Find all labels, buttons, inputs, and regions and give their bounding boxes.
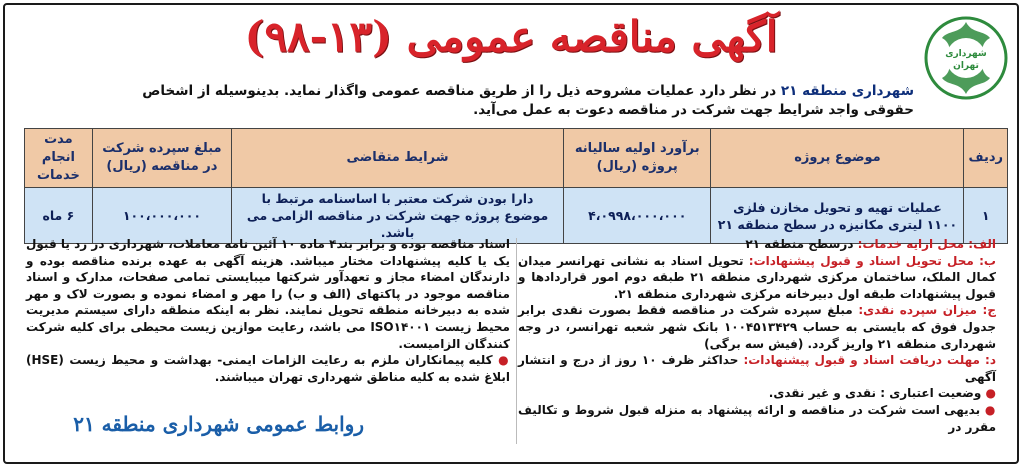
intro-text: در نظر دارد عملیات مشروحه ذیل را از طریق مناقصه عمومی واگذار نماید. بدینوسیله از اشخاص حقوقی واجد شرایط جهت شرکت در مناقصه دعوت به عمل می‌آید. bbox=[142, 83, 914, 118]
tender-table bbox=[24, 128, 1008, 244]
detail-e bbox=[518, 385, 996, 402]
column-divider bbox=[516, 238, 517, 444]
detail-a-text: درسطح منطقه ۲۱ bbox=[745, 237, 858, 251]
note-p1: اسناد مناقصه بوده و برابر بند۴ ماده ۱۰ آئین نامه معاملات، شهرداری در رد یا قبول یک یا کلیه پیشنهادات مختار میباشد. هزینه آگهی به عهده برنده مناقصه بوده و دارندگان امضاء مجاز و تعهدآور شرکتها میبایستی تمامی صفحات، مدارک و اسناد مناقصه موجود در پاکتهای (الف و ب) را مهر و امضاء نموده و بصورت لاک و مهر شده به دبیرخانه منطقه تحویل نمایند. نظر به اینکه منطقه دارای سیستم مدیریت محیط زیست ISO۱۴۰۰۱ می باشد، رعایت موازین زیست محیطی برای کلیه شرکت کنندگان الزامیست. bbox=[26, 237, 510, 351]
details-column bbox=[518, 236, 996, 435]
detail-d-label: د: مهلت دریافت اسناد و قبول پیشنهادات: bbox=[743, 353, 996, 368]
th-subject: موضوع پروژه bbox=[711, 129, 964, 188]
bullet-icon: ● bbox=[980, 402, 996, 417]
detail-b-label: ب: محل تحویل اسناد و قبول پیشنهادات: bbox=[748, 253, 996, 268]
bullet-icon: ● bbox=[981, 386, 996, 401]
td-conditions: دارا بودن شرکت معتبر با اساسنامه مرتبط با موضوع پروژه جهت شرکت در مناقصه الزامی می باشد. bbox=[232, 188, 564, 244]
footer-signature: روابط عمومی شهرداری منطقه ۲۱ bbox=[73, 412, 364, 436]
detail-b bbox=[518, 253, 996, 303]
th-deposit: مبلغ سپرده شرکت در مناقصه (ریال) bbox=[92, 129, 231, 188]
ad-title-text: آگهی مناقصه عمومی (۱۳-۹۸) bbox=[244, 12, 778, 61]
detail-d bbox=[518, 352, 996, 385]
bullet-icon: ● bbox=[492, 353, 510, 368]
th-row: ردیف bbox=[964, 129, 1008, 188]
td-duration: ۶ ماه bbox=[25, 188, 93, 244]
detail-f bbox=[518, 402, 996, 435]
detail-a-label: الف: محل ارایه خدمات: bbox=[857, 237, 996, 251]
note-p2 bbox=[26, 352, 510, 385]
svg-text:شهرداری: شهرداری bbox=[945, 49, 987, 59]
th-conditions: شرایط متقاضی bbox=[232, 129, 564, 188]
ad-title bbox=[0, 12, 1022, 76]
td-estimate: ۴،۰۹۹۸،۰۰۰،۰۰۰ bbox=[564, 188, 711, 244]
intro-org: شهرداری منطقه ۲۱ bbox=[780, 83, 914, 99]
svg-text:تهران: تهران bbox=[953, 61, 979, 71]
notes-column bbox=[26, 236, 510, 385]
th-estimate: برآورد اولیه سالیانه پروژه (ریال) bbox=[564, 129, 711, 188]
detail-d-text: حداکثر ظرف ۱۰ روز از درج و انتشار آگهی bbox=[518, 353, 996, 384]
detail-e-label: وضعیت اعتباری : bbox=[880, 386, 982, 401]
table-header-row bbox=[25, 129, 1008, 188]
detail-c bbox=[518, 302, 996, 352]
detail-c-label: ج: میزان سپرده نقدی: bbox=[858, 303, 996, 318]
detail-f-text: بدیهی است شرکت در مناقصه و ارائه پیشنهاد به منزله قبول شروط و تکالیف مقرر در bbox=[518, 402, 996, 434]
detail-c-text: مبلغ سپرده شرکت در مناقصه فقط بصورت نقدی برابر جدول فوق که بایستی به حساب ۱۰۰۴۵۱۳۴۲۹ بانک شهر شعبه تهرانسر، در وجه شهرداری منطقه ۲۱ واریز گردد. (فیش سه برگی) bbox=[518, 303, 996, 351]
td-row: ۱ bbox=[964, 188, 1008, 244]
td-deposit: ۱۰۰،۰۰۰،۰۰۰ bbox=[92, 188, 231, 244]
th-duration: مدت انجام خدمات bbox=[25, 129, 93, 188]
td-subject: عملیات تهیه و تحویل مخازن فلزی ۱۱۰۰ لیتری مکانیزه در سطح منطقه ۲۱ bbox=[711, 188, 964, 244]
detail-b-text: تحویل اسناد به نشانی تهرانسر میدان کمال الملک، ساختمان مرکزی شهرداری منطقه ۲۱ طبقه دوم امور قراردادها و قبول پیشنهادات طبقه اول دبیرخانه مرکزی شهرداری منطقه ۲۱. bbox=[518, 253, 996, 301]
intro-paragraph bbox=[96, 82, 914, 120]
detail-e-text: نقدی و غیر نقدی. bbox=[768, 386, 881, 401]
note-p2-text: کلیه پیمانکاران ملزم به رعایت الزامات ایمنی- بهداشت و محیط زیست (HSE) ابلاغ شده به کلیه مناطق شهرداری تهران میباشند. bbox=[26, 353, 510, 384]
detail-a bbox=[518, 236, 996, 253]
